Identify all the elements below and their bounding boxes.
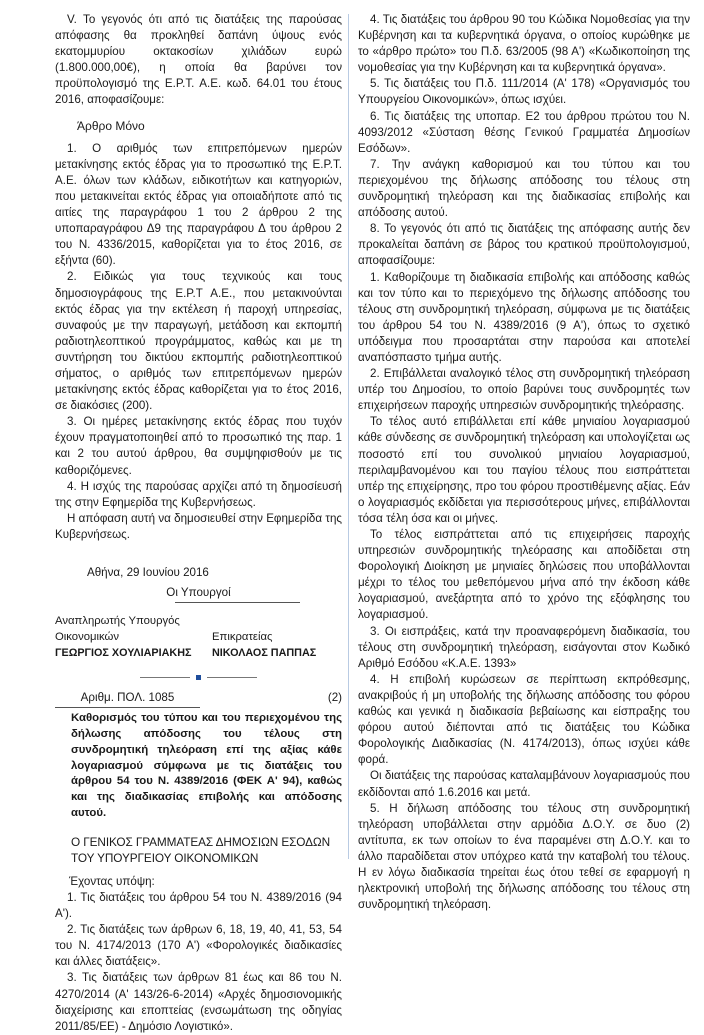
section-separator bbox=[55, 675, 342, 680]
consideration-item: 1. Τις διατάξεις του άρθρου 54 του Ν. 4389/2016 (94 Α'). bbox=[55, 890, 342, 921]
decision-paragraph: Το τέλος εισπράττεται από τις επιχειρήσεις παροχής υπηρεσιών συνδρομητικής τηλεόρασης και αποδίδεται στη Φορολογική Διοίκηση με μηνιαίες δηλώσεις που υποβάλλονται μέχρι το τέλος του μεθεπόμενου μήνα από την έκδοση κάθε λογαριασμού, ανεξάρτητα από το χρόνο της εξόφλησης του λογαριασμού. bbox=[358, 528, 690, 622]
decision-index: (2) bbox=[327, 691, 342, 705]
signatory-left-title-1: Αναπληρωτής Υπουργός bbox=[55, 615, 180, 628]
article-paragraph: 3. Οι ημέρες μετακίνησης εκτός έδρας που τυχόν έχουν πραγματοποιηθεί από το προσωπικό της παρ. 1 και 2 του αυτού άρθρου, θα συμψηφισθούν με τις καθοριζόμενες. bbox=[55, 415, 342, 477]
decision-paragraph: 4. Η επιβολή κυρώσεων σε περίπτωση εκπρόθεσμης, ανακριβούς ή μη υποβολής της δήλωσης απόδοσης του φόρου καθώς και γενικά η διαδικασία βεβαίωσης και είσπραξης του φόρου αυτού διέπονται από τις διατάξεις του Κώδικα Φορολογικής Διαδικασίας (Ν. 4174/2013), όπως ισχύει κάθε φορά. bbox=[358, 672, 690, 767]
article-paragraph: 1. Ο αριθμός των επιτρεπόμενων ημερών μετακίνησης εκτός έδρας για το προσωπικό της Ε.Ρ.Τ. Α.Ε. όλων των κλάδων, ειδικοτήτων και κατηγοριών, που μετακινείται εκτός έδρας για οποιαδήποτε από τις αιτίες της παραγράφου 1 του 2 άρθρου 2 της υποπαραγράφου Δ9 της παραγράφου Δ του άρθρου 2 του Ν. 4336/2015, καθορίζεται για το έτος 2016, σε εξήντα (60). bbox=[55, 141, 342, 268]
signatory-left-title-2: Οικονομικών bbox=[55, 631, 120, 644]
decision-title: Καθορισμός του τύπου και του περιεχομένου της δήλωσης απόδοσης του τέλους στη συνδρομητική τηλεόραση επί της αξίας κάθε λογαριασμού σύμφωνα με τις διατάξεις του άρθρου 54 του Ν. 4389/2016 (ΦΕΚ Α' 94), καθώς και της διαδικασίας επιβολής και απόδοσης αυτού. bbox=[71, 712, 342, 820]
decision-number: Αριθμ. ΠΟΛ. 1085 bbox=[55, 690, 200, 708]
having-regard-label: Έχοντας υπόψη: bbox=[69, 874, 155, 888]
article-title: Άρθρο Μόνο bbox=[77, 118, 145, 133]
issuer-heading bbox=[71, 834, 342, 866]
consideration-item: 5. Τις διατάξεις του Π.δ. 111/2014 (Α' 178) «Οργανισμός του Υπουργείου Οικονομικών», όπως ισχύει. bbox=[358, 77, 690, 107]
decision-paragraph: Οι διατάξεις της παρούσας καταλαμβάνουν λογαριασμούς που εκδίδονται από 1.6.2016 και μετά. bbox=[358, 769, 690, 799]
date-line: Αθήνα, 29 Ιουνίου 2016 bbox=[87, 566, 209, 579]
issuer-line-1: Ο ΓΕΝΙΚΟΣ ΓΡΑΜΜΑΤΕΑΣ ΔΗΜΟΣΙΩΝ ΕΣΟΔΩΝ bbox=[71, 834, 331, 849]
right-column bbox=[358, 12, 690, 913]
left-column bbox=[55, 12, 342, 1035]
article-paragraph: 2. Ειδικώς για τους τεχνικούς και τους δημοσιογράφους της Ε.Ρ.Τ Α.Ε., που μετακινούνται εκτός έδρας για την εκτέλεση ή παροχή υπηρεσίας, συναφούς με την παραγωγή, μετάδοση και εκπομπή ραδιοτηλεοπτικού προγράμματος, καθώς και με τη συντήρηση του δικτύου εκπομπής ραδιοτηλεοπτικού σήματος, ο αριθμός των επιτρεπόμενων ημερών μετακίνησης εκτός έδρας καθορίζεται για το έτος 2016, σε διακόσιες (200). bbox=[55, 270, 342, 413]
consideration-item: 3. Τις διατάξεις των άρθρων 81 έως και 86 του Ν. 4270/2014 (Α' 143/26-6-2014) «Αρχές δημοσιονομικής διαχείρισης και εποπτείας (ενσωμάτωση της οδηγίας 2011/85/ΕΕ) - Δημόσιο Λογιστικό». bbox=[55, 971, 342, 1033]
decision-paragraph: Το τέλος αυτό επιβάλλεται επί κάθε μηνιαίου λογαριασμού κάθε σύνδεσης σε συνδρομητική τηλεόραση και υπολογίζεται ως ποσοστό επί του συνολικού μηνιαίου λογαριασμού, περιλαμβανομένου και του παγίου τέλους που εισπράττεται υπέρ της επιχείρησης, προ του φόρου προστιθέμενης αξίας. Εάν ο λογαριασμός εκδίδεται για περισσότερους μήνες, επιβάλλονται τόσα τέλη όσα και οι μήνες. bbox=[358, 415, 690, 525]
consideration-item: 2. Τις διατάξεις των άρθρων 6, 18, 19, 40, 41, 53, 54 του Ν. 4174/2013 (170 Α') «Φορολογικές διαδικασίες και άλλες διατάξεις». bbox=[55, 923, 342, 969]
square-ornament-icon bbox=[196, 675, 201, 680]
intro-paragraph: V. Το γεγονός ότι από τις διατάξεις της παρούσας απόφασης θα προκληθεί δαπάνη ύψους ενός εκατομμυρίου οκτακοσίων χιλιάδων ευρώ (1.800.000,00€), η οποία θα βαρύνει τον προϋπολογισμό της Ε.Ρ.Τ. Α.Ε. κωδ. 64.01 του έτους 2016, αποφασίζουμε: bbox=[55, 13, 342, 107]
consideration-item: 4. Τις διατάξεις του άρθρου 90 του Κώδικα Νομοθεσίας για την Κυβέρνηση και τα κυβερνητικά όργανα, ο οποίος κυρώθηκε με το «άρθρο πρώτο» του Π.δ. 63/2005 (98 Α') «Κωδικοποίηση της νομοθεσίας για την Κυβέρνηση και τα κυβερνητικά όργανα». bbox=[358, 13, 690, 75]
ministers-underline bbox=[175, 602, 300, 603]
signatory-right-name: ΝΙΚΟΛΑΟΣ ΠΑΠΠΑΣ bbox=[212, 647, 317, 660]
signatories bbox=[55, 613, 342, 661]
decision-paragraph: 3. Οι εισπράξεις, κατά την προαναφερόμενη διαδικασία, του τέλους στη συνδρομητική τηλεόραση, εισάγονται στον Κωδικό Αριθμό Εσόδου «Κ.Α.Ε. 1393» bbox=[358, 624, 690, 670]
signatory-right-title-1 bbox=[212, 613, 342, 629]
decision-paragraph: 5. Η δήλωση απόδοσης του τέλους στη συνδρομητική τηλεόραση υποβάλλεται στην αρμόδια Δ.Ο.Υ. σε δυο (2) αντίτυπα, εκ των οποίων το ένα παραμένει στη Δ.Ο.Υ. και το άλλο παραδίδεται στον υπόχρεο κατά την καταβολή του τέλους. Η εν λόγω διαδικασία τηρείται έως ότου τεθεί σε εφαρμογή η ηλεκτρονική υποβολή της δήλωσης απόδοσης του τέλους στη συνδρομητική τηλεόραση. bbox=[358, 801, 690, 912]
column-divider bbox=[348, 14, 349, 859]
signatory-left-name: ΓΕΩΡΓΙΟΣ ΧΟΥΛΙΑΡΙΑΚΗΣ bbox=[55, 647, 192, 660]
consideration-item: 6. Τις διατάξεις της υποπαρ. Ε2 του άρθρου πρώτου του Ν. 4093/2012 «Σύσταση θέσης Γενικού Γραμματέα Δημοσίων Εσόδων». bbox=[358, 109, 690, 155]
decision-header bbox=[55, 690, 342, 708]
decision-paragraph: 2. Επιβάλλεται αναλογικό τέλος στη συνδρομητική τηλεόραση υπέρ του Δημοσίου, το οποίο βαρύνει τους συνδρομητές των επιχειρήσεων παροχής υπηρεσιών συνδρομητικής τηλεόρασης. bbox=[358, 367, 690, 413]
consideration-item: 8. Το γεγονός ότι από τις διατάξεις της απόφασης αυτής δεν προκαλείται δαπάνη σε βάρος του κρατικού προϋπολογισμού, αποφασίζουμε: bbox=[358, 222, 690, 268]
signatory-right-title-2: Επικρατείας bbox=[212, 631, 273, 644]
issuer-line-2: ΤΟΥ ΥΠΟΥΡΓΕΙΟΥ ΟΙΚΟΝΟΜΙΚΩΝ bbox=[71, 850, 259, 865]
decision-paragraph: 1. Καθορίζουμε τη διαδικασία επιβολής και απόδοσης καθώς και τον τύπο και το περιεχόμενο της δήλωσης απόδοσης του τέλους στη συνδρομητική τηλεόραση, σύμφωνα με τις διατάξεις του άρθρου 54 του Ν. 4389/2016 (9 Α'), όπως το σχετικό υπόδειγμα που προσαρτάται στην παρούσα και αποτελεί αναπόσπαστο τμήμα αυτής. bbox=[358, 270, 690, 364]
consideration-item: 7. Την ανάγκη καθορισμού και του τύπου και του περιεχομένου της δήλωσης απόδοσης του τέλους στη συνδρομητική τηλεόραση και της διαδικασίας επιβολής και απόδοσης αυτού. bbox=[358, 157, 690, 220]
article-paragraph: 4. Η ισχύς της παρούσας αρχίζει από τη δημοσίευσή της στην Εφημερίδα της Κυβερνήσεως. bbox=[55, 479, 342, 509]
publication-order: Η απόφαση αυτή να δημοσιευθεί στην Εφημερίδα της Κυβερνήσεως. bbox=[55, 511, 342, 541]
ministers-label: Οι Υπουργοί bbox=[166, 586, 231, 600]
